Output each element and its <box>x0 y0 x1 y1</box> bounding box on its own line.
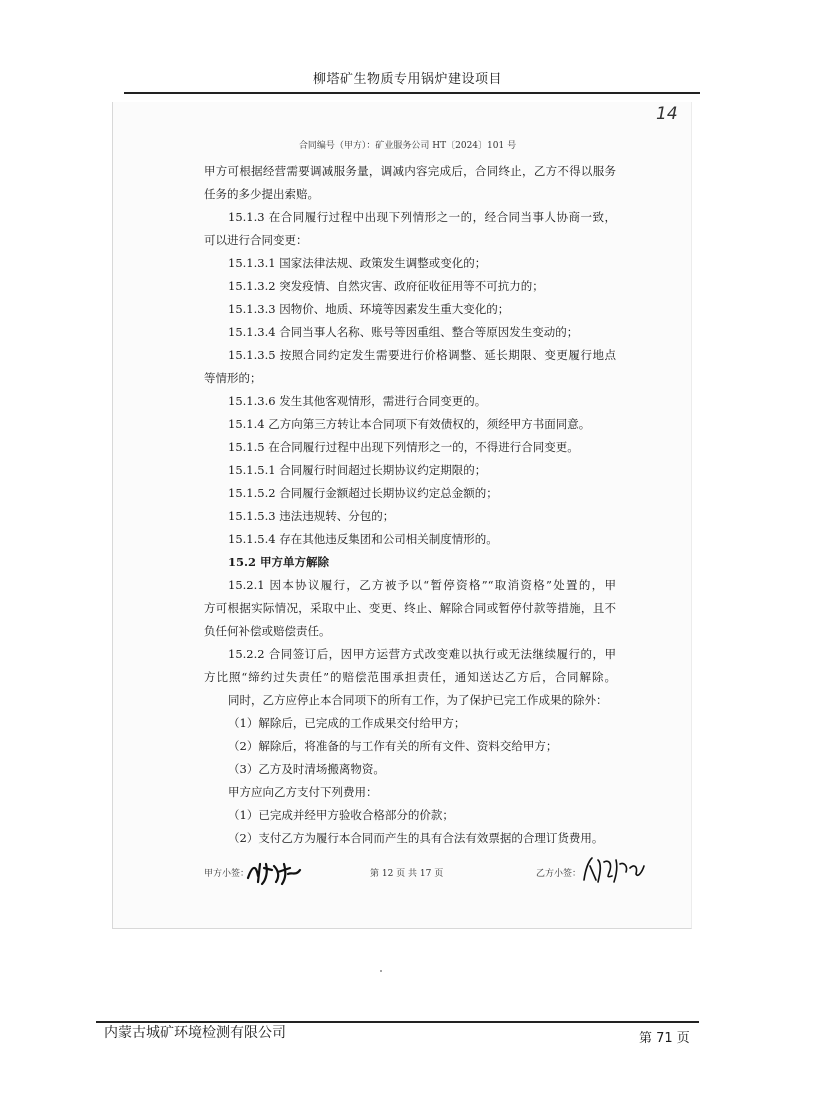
party-b-signature <box>578 852 648 886</box>
contract-text-line: 任务的多少提出索赔。 <box>204 187 319 201</box>
contract-text-line: 15.2 甲方单方解除 <box>228 555 330 569</box>
contract-text-line: 15.1.3.5 按照合同约定发生需要进行价格调整、延长期限、变更履行地点 <box>228 348 616 362</box>
party-a-initial-label: 甲方小签： <box>204 869 250 879</box>
company-name: 内蒙古城矿环境检测有限公司 <box>104 1025 286 1041</box>
contract-text-line: 15.1.3.2 突发疫情、自然灾害、政府征收征用等不可抗力的； <box>228 279 544 293</box>
contract-text-line: 15.1.3.6 发生其他客观情形，需进行合同变更的。 <box>228 394 487 408</box>
scan-speck <box>380 970 382 972</box>
contract-text-line: 15.1.5 在合同履行过程中出现下列情形之一的，不得进行合同变更。 <box>228 440 579 454</box>
contract-text-line: 15.1.4 乙方向第三方转让本合同项下有效债权的，须经甲方书面同意。 <box>228 417 591 431</box>
contract-text-line: 负任何补偿或赔偿责任。 <box>204 624 331 638</box>
contract-text-line: 15.1.3.4 合同当事人名称、账号等因重组、整合等原因发生变动的； <box>228 325 579 339</box>
contract-text-line: 方可根据实际情况，采取中止、变更、终止、解除合同或暂停付款等措施，且不 <box>204 601 616 615</box>
contract-page-info: 第 12 页 共 17 页 <box>370 869 444 879</box>
contract-text-line: 可以进行合同变更： <box>204 233 308 247</box>
contract-text-line: 15.2.1 因本协议履行，乙方被予以“暂停资格”“取消资格”处置的，甲 <box>228 578 616 592</box>
contract-text-line: 15.1.5.4 存在其他违反集团和公司相关制度情形的。 <box>228 532 498 546</box>
contract-text-line: 15.1.5.2 合同履行金额超过长期协议约定总金额的； <box>228 486 498 500</box>
party-a-signature <box>244 858 304 886</box>
contract-text-line: （3）乙方及时清场搬离物资。 <box>228 762 385 776</box>
handwritten-page-number: 14 <box>656 104 678 124</box>
contract-text-line: （2）支付乙方为履行本合同而产生的具有合法有效票据的合理订货费用。 <box>228 831 604 845</box>
report-page-number: 第 71 页 <box>639 1031 690 1046</box>
contract-text-line: （2）解除后，将准备的与工作有关的所有文件、资料交给甲方； <box>228 739 558 753</box>
contract-text-line: 等情形的； <box>204 371 262 385</box>
contract-number: 合同编号（甲方）：矿业服务公司 HT〔2024〕101 号 <box>298 141 517 151</box>
contract-text-line: 15.1.3.1 国家法律法规、政策发生调整或变化的； <box>228 256 487 270</box>
header-rule <box>124 92 700 94</box>
contract-text-line: （1）解除后，已完成的工作成果交付给甲方； <box>228 716 466 730</box>
contract-text-line: 方比照“缔约过失责任”的赔偿范围承担责任，通知送达乙方后，合同解除。 <box>204 670 616 684</box>
contract-text-line: 甲方应向乙方支付下列费用： <box>228 785 378 799</box>
contract-text-line: （1）已完成并经甲方验收合格部分的价款； <box>228 808 454 822</box>
contract-text-line: 甲方可根据经营需要调减服务量，调减内容完成后，合同终止，乙方不得以服务 <box>204 164 616 178</box>
contract-text-line: 15.1.3 在合同履行过程中出现下列情形之一的，经合同当事人协商一致， <box>228 210 616 224</box>
contract-text-line: 同时，乙方应停止本合同项下的所有工作，为了保护已完工作成果的除外： <box>228 693 608 707</box>
document-header-title: 柳塔矿生物质专用锅炉建设项目 <box>312 72 502 87</box>
contract-body <box>204 160 616 850</box>
contract-text-line: 15.1.3.3 因物价、地质、环境等因素发生重大变化的； <box>228 302 510 316</box>
party-b-initial-label: 乙方小签： <box>536 869 582 879</box>
contract-text-line: 15.1.5.1 合同履行时间超过长期协议约定期限的； <box>228 463 487 477</box>
contract-text-line: 15.1.5.3 违法违规转、分包的； <box>228 509 395 523</box>
contract-text-line: 15.2.2 合同签订后，因甲方运营方式改变难以执行或无法继续履行的，甲 <box>228 647 616 661</box>
